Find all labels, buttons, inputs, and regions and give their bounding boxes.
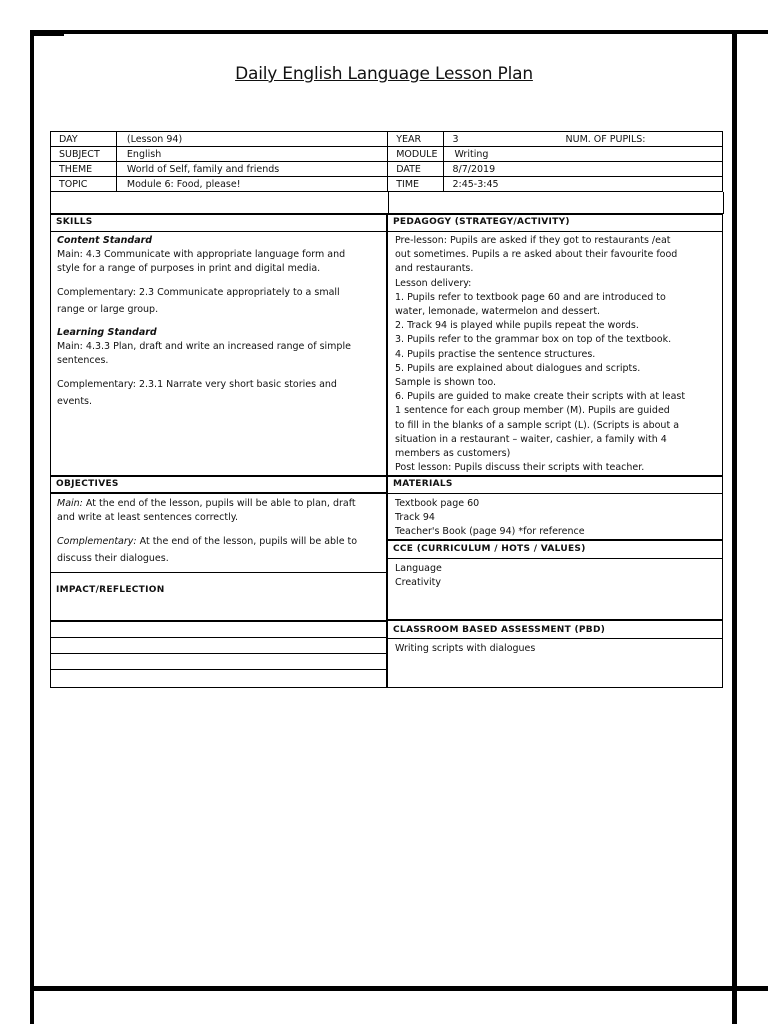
reflection-row <box>50 669 388 688</box>
materials-section <box>387 493 723 541</box>
pedagogy-line: Post lesson: Pupils discuss their scripts with teacher. <box>395 462 645 474</box>
impact-section: IMPACT/REFLECTION <box>50 572 388 622</box>
pedagogy-line: out sometimes. Pupils a re asked about their favourite food <box>395 249 678 261</box>
pedagogy-line: 2. Track 94 is played while pupils repeat the words. <box>395 320 639 332</box>
reflection-row <box>50 621 388 638</box>
theme-value: World of Self, family and friends <box>116 162 387 177</box>
pedagogy-line: water, lemonade, watermelon and dessert. <box>395 306 601 318</box>
pbd-section <box>387 638 723 688</box>
row-divider <box>387 619 723 621</box>
topic-value: Module 6: Food, please! <box>116 177 387 192</box>
pedagogy-line: to fill in the blanks of a sample script (L). (Scripts is about a <box>395 419 680 431</box>
pedagogy-line: Pre-lesson: Pupils are asked if they got to restaurants /eat <box>395 235 671 246</box>
row-divider <box>387 539 723 541</box>
material-item: Textbook page 60 <box>395 498 480 509</box>
lesson-info-table <box>50 131 723 192</box>
pedagogy-section <box>387 231 723 477</box>
time-value: 2:45-3:45 <box>444 177 723 192</box>
pedagogy-line: members as customers) <box>395 448 511 460</box>
topic-label: TOPIC <box>51 177 117 192</box>
subject-label: SUBJECT <box>51 147 117 162</box>
pedagogy-line: Sample is shown too. <box>395 377 497 389</box>
material-item: Teacher's Book (page 94) *for reference <box>395 526 585 537</box>
subject-value: English <box>116 147 387 162</box>
page-frame-tab <box>30 30 64 36</box>
table-row <box>51 147 723 162</box>
pbd-text: Writing scripts with dialogues <box>395 643 536 654</box>
pedagogy-header: PEDAGOGY (STRATEGY/ACTIVITY) <box>387 214 723 232</box>
pupils-label: NUM. OF PUPILS: <box>565 133 646 145</box>
time-label: TIME <box>388 177 444 192</box>
objective-complementary: Complementary: At the end of the lesson, pupils will be able to discuss their dialogues. <box>57 536 358 564</box>
materials-header: MATERIALS <box>387 476 723 494</box>
pedagogy-line: 4. Pupils practise the sentence structures. <box>395 348 596 360</box>
date-label: DATE <box>388 162 444 177</box>
pedagogy-line: 5. Pupils are explained about dialogues and scripts. <box>395 362 641 374</box>
pedagogy-lines <box>388 232 722 475</box>
pedagogy-line: 6. Pupils are guided to make create their scripts with at least <box>395 391 686 403</box>
objectives-header: OBJECTIVES <box>50 476 388 493</box>
learning-standard-heading: Learning Standard <box>57 327 157 338</box>
learning-complementary: Complementary: 2.3.1 Narrate very short basic stories and events. <box>57 379 337 407</box>
skills-header: SKILLS <box>50 214 388 232</box>
spacer-row <box>50 192 724 214</box>
learning-main: Main: 4.3.3 Plan, draft and write an increased range of simple sentences. <box>57 341 351 366</box>
module-label: MODULE <box>388 147 444 162</box>
objectives-section <box>50 493 388 573</box>
content-standard-heading: Content Standard <box>57 235 153 246</box>
cce-section <box>387 558 723 621</box>
material-item: Track 94 <box>395 512 435 523</box>
year-label: YEAR <box>388 132 444 147</box>
pedagogy-line: 3. Pupils refer to the grammar box on top of the textbook. <box>395 334 672 346</box>
cce-item: Language <box>395 563 442 574</box>
pbd-header: CLASSROOM BASED ASSESSMENT (PBD) <box>387 620 723 639</box>
table-row <box>51 162 723 177</box>
theme-label: THEME <box>51 162 117 177</box>
page-frame-left <box>30 30 34 1024</box>
row-divider <box>50 475 723 477</box>
cce-header: CCE (CURRICULUM / HOTS / VALUES) <box>387 540 723 559</box>
row-divider <box>50 620 387 622</box>
pedagogy-line: Lesson delivery: <box>395 277 472 289</box>
year-value: 3 <box>452 133 459 145</box>
day-value: (Lesson 94) <box>116 132 387 147</box>
table-row <box>51 177 723 192</box>
day-label: DAY <box>51 132 117 147</box>
page-title: Daily English Language Lesson Plan <box>235 64 533 84</box>
objective-main: Main: At the end of the lesson, pupils will be able to plan, draft and write at least sentences correctly. <box>57 498 356 523</box>
page-frame-bottom <box>34 986 768 991</box>
reflection-row <box>50 637 388 654</box>
page-frame-top <box>30 30 768 34</box>
pedagogy-line: and restaurants. <box>395 263 474 275</box>
date-value: 8/7/2019 <box>444 162 723 177</box>
year-cell <box>444 132 723 147</box>
column-divider <box>386 214 388 688</box>
reflection-row <box>50 653 388 670</box>
table-row <box>51 132 723 147</box>
pedagogy-line: 1 sentence for each group member (M). Pupils are guided <box>395 405 670 417</box>
pedagogy-line: situation in a restaurant – waiter, cashier, a family with 4 <box>395 433 667 445</box>
content-main: Main: 4.3 Communicate with appropriate language form and style for a range of purposes in print and digital media. <box>57 249 346 274</box>
pedagogy-line: 1. Pupils refer to textbook page 60 and are introduced to <box>395 291 666 303</box>
cce-item: Creativity <box>395 577 441 588</box>
page-frame-right <box>732 34 737 1024</box>
module-value: Writing <box>444 147 723 162</box>
skills-section <box>50 231 388 477</box>
content-complementary: Complementary: 2.3 Communicate appropriately to a small range or large group. <box>57 287 340 315</box>
